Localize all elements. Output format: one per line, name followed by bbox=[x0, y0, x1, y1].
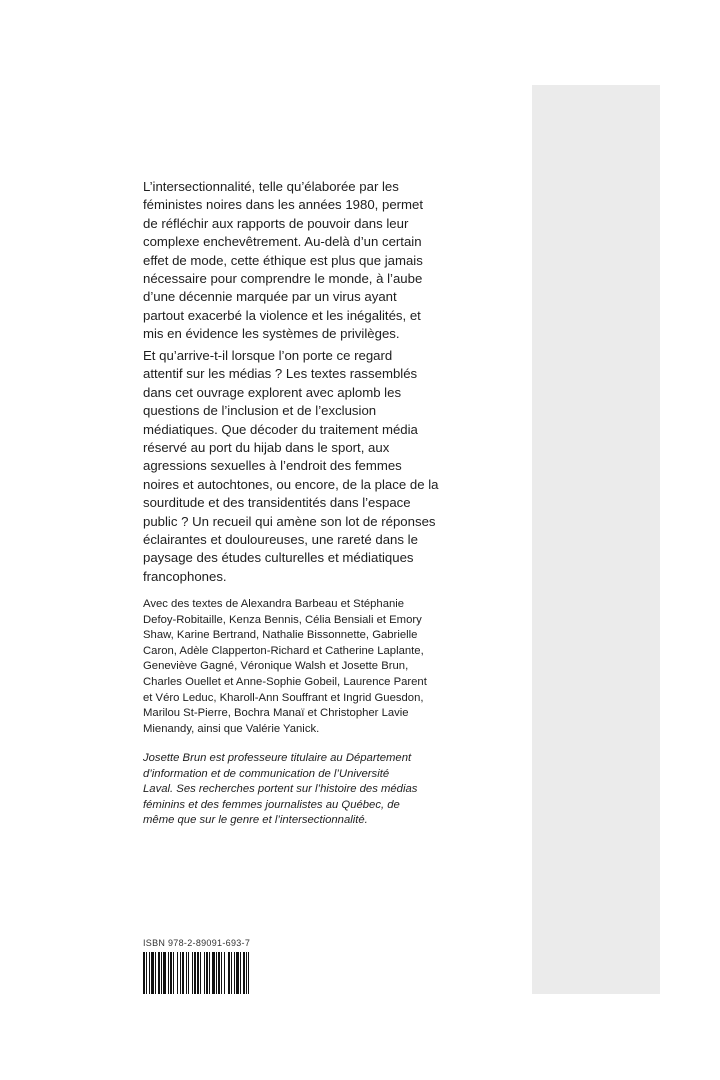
barcode-bar bbox=[204, 952, 205, 994]
barcode-bar bbox=[177, 952, 178, 994]
barcode-bar bbox=[151, 952, 154, 994]
back-cover-spine-panel bbox=[532, 85, 660, 994]
isbn-label: ISBN 978-2-89091-693-7 bbox=[143, 938, 251, 948]
barcode-bar bbox=[149, 952, 150, 994]
barcode-bar bbox=[209, 952, 210, 994]
barcode-bar bbox=[243, 952, 245, 994]
barcode-bar bbox=[194, 952, 196, 994]
barcode-bar bbox=[163, 952, 166, 994]
barcode-bar bbox=[146, 952, 147, 994]
barcode-bar bbox=[188, 952, 189, 994]
barcode-bar bbox=[170, 952, 172, 994]
description-paragraph-1 bbox=[143, 178, 455, 344]
barcode-bar bbox=[186, 952, 187, 994]
barcode-bar bbox=[158, 952, 160, 994]
barcode-bar bbox=[246, 952, 247, 994]
barcode-bar bbox=[248, 952, 249, 994]
barcode bbox=[143, 952, 249, 994]
barcode-bar bbox=[228, 952, 230, 994]
barcode-bar bbox=[218, 952, 220, 994]
barcode-bar bbox=[173, 952, 174, 994]
barcode-bar bbox=[168, 952, 169, 994]
barcode-bar bbox=[216, 952, 217, 994]
barcode-bar bbox=[231, 952, 232, 994]
barcode-bar bbox=[155, 952, 156, 994]
barcode-bar bbox=[206, 952, 208, 994]
barcode-bar bbox=[182, 952, 184, 994]
barcode-bar bbox=[236, 952, 239, 994]
contributors-text: Avec des textes de Alexandra Barbeau et Stéphanie Defoy-Robitaille, Kenza Bennis, Célia Bensiali et Emory Shaw, Karine Bertrand, Nathalie Bissonnette, Gabrielle Caron, Adèle Clapperton-Richard et Catherine Laplante, Geneviève Gagné, Véronique Walsh et Josette Brun, Charles Ouellet et Anne-Sophie Gobeil, Laurence Parent et Véro Leduc, Kharoll-Ann Souffrant et Ingrid Guesdon, Marilou St-Pierre, Bochra Manaï et Christopher Lavie Mienandy, ainsi que Valérie Yanick. bbox=[143, 598, 427, 735]
barcode-bar bbox=[221, 952, 222, 994]
barcode-bar bbox=[212, 952, 215, 994]
contributors-list bbox=[143, 597, 463, 737]
description-paragraph-1-text: L’intersectionnalité, telle qu’élaborée par les féministes noires dans les années 1980, permet de réfléchir aux rapports de pouvoir dans leur complexe enchevêtrement. Au-delà d’un certain effet de mode, cette éthique est plus que jamais nécessaire pour comprendre le monde, à l’aube d’une décennie marquée par un virus ayant partout exacerbé la violence et les inégalités, et mis en évidence les systèmes de privilèges. bbox=[143, 179, 424, 342]
barcode-bar bbox=[192, 952, 193, 994]
barcode-bar bbox=[200, 952, 201, 994]
description-paragraph-2 bbox=[143, 347, 455, 586]
author-bio-text: Josette Brun est professeure titulaire au Département d’information et de communication de l’Université Laval. Ses recherches portent sur l’histoire des médias féminins et des femmes journalistes au Québec, de même que sur le genre et l’intersectionnalité. bbox=[143, 752, 418, 827]
barcode-bar bbox=[143, 952, 145, 994]
author-bio bbox=[143, 751, 463, 829]
barcode-bar bbox=[240, 952, 241, 994]
barcode-bar bbox=[161, 952, 162, 994]
description-paragraph-2-text: Et qu’arrive-t-il lorsque l’on porte ce regard attentif sur les médias ? Les textes rassemblés dans cet ouvrage explorent avec aplomb les questions de l’inclusion et de l’exclusion médiatiques. Que décoder du traitement média réservé au port du hijab dans le sport, aux agressions sexuelles à l’endroit des femmes noires et autochtones, ou encore, de la place de la sourditude et des transidentités dans l’espace public ? Un recueil qui amène son lot de réponses éclairantes et douloureuses, une rareté dans le paysage des études culturelles et médiatiques francophones. bbox=[143, 348, 439, 584]
barcode-bar bbox=[224, 952, 225, 994]
barcode-bar bbox=[180, 952, 181, 994]
barcode-bar bbox=[234, 952, 235, 994]
barcode-bar bbox=[197, 952, 199, 994]
